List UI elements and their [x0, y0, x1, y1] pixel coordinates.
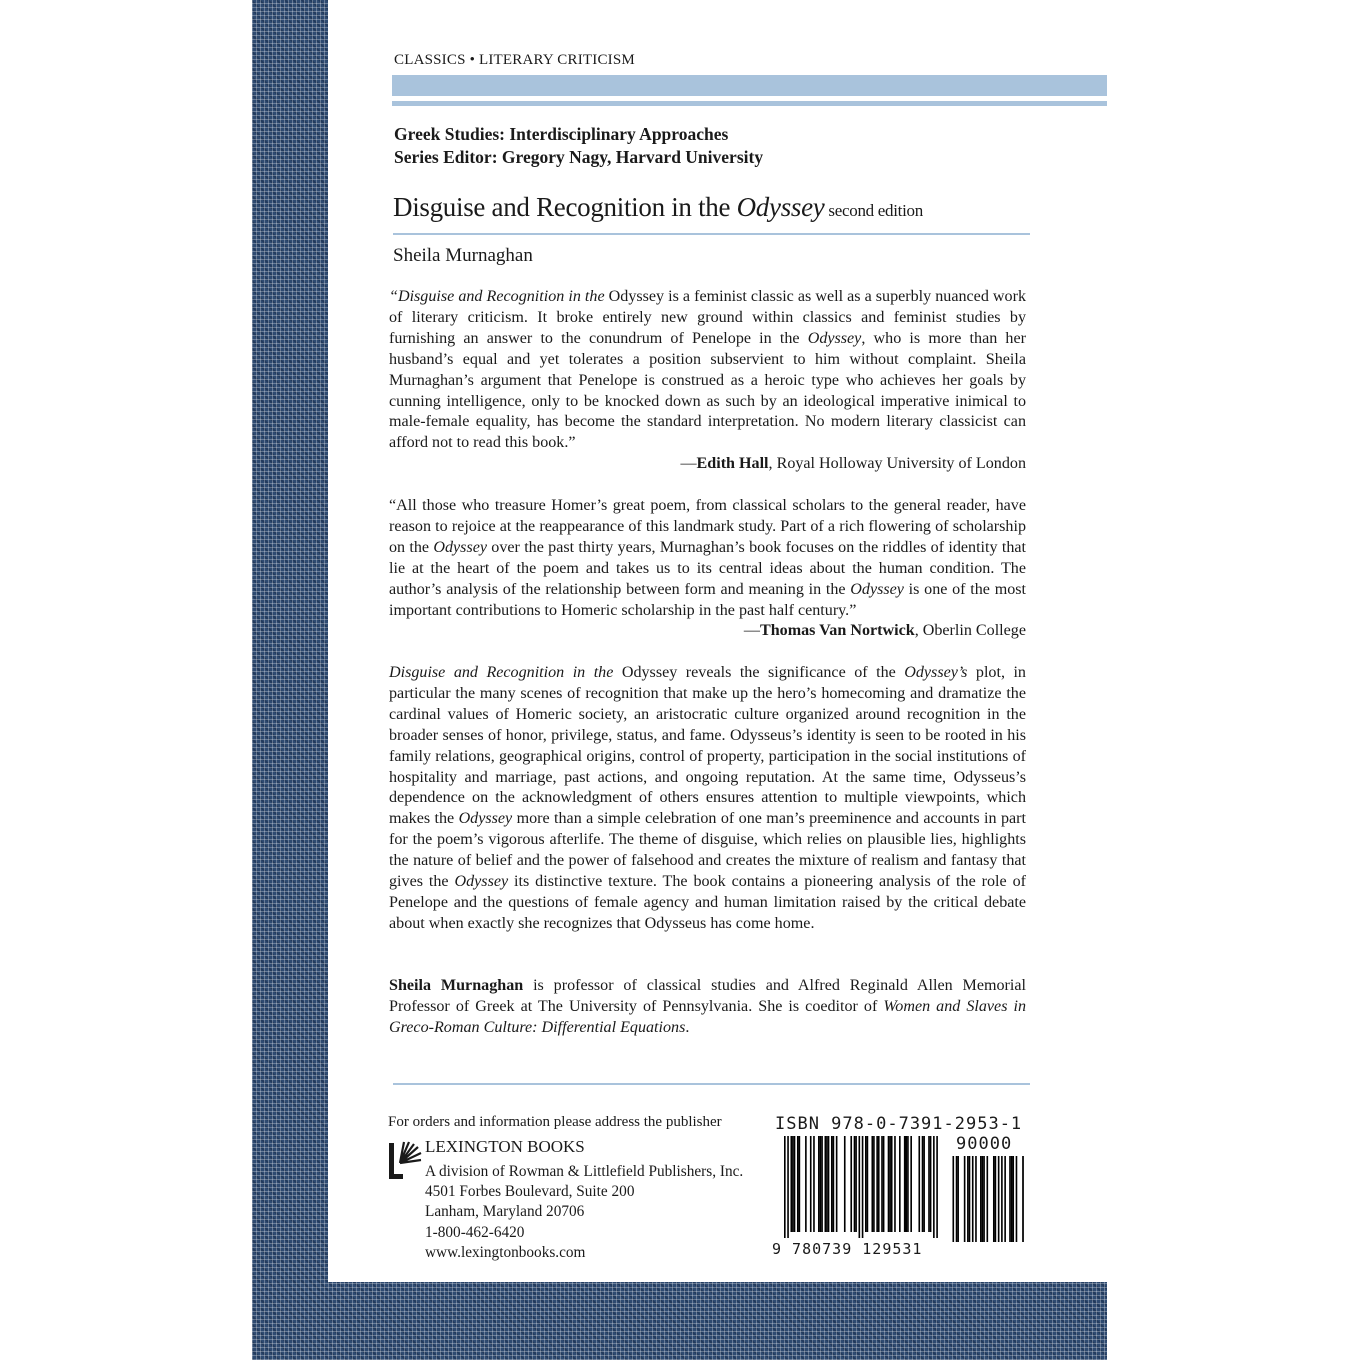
- barcode-bar: [972, 1156, 974, 1242]
- barcode-bar: [850, 1136, 852, 1232]
- bio-book-title: Women and Slaves in Greco-Roman Culture: Differential Equations: [389, 997, 1026, 1036]
- barcode-bar: [957, 1156, 959, 1242]
- barcode-bar: [910, 1136, 912, 1232]
- subject-category: CLASSICS • LITERARY CRITICISM: [394, 52, 635, 68]
- series-info: [394, 123, 763, 169]
- series-editor: Series Editor: Gregory Nagy, Harvard University: [394, 147, 764, 167]
- barcode-bar: [799, 1136, 801, 1232]
- book-title: [393, 192, 923, 223]
- barcode-bar: [995, 1156, 997, 1242]
- series-name: Greek Studies: Interdisciplinary Approaches: [394, 124, 729, 144]
- description-text: Odyssey reveals the significance of the: [613, 664, 905, 681]
- reviewer-affiliation: , Royal Holloway University of London: [768, 455, 1026, 473]
- barcode-bar: [833, 1136, 835, 1232]
- dash: —: [680, 455, 697, 473]
- barcode-bar: [904, 1136, 906, 1232]
- publisher-website: www.lexingtonbooks.com: [425, 1243, 586, 1261]
- header-band-thin: [392, 101, 1107, 106]
- publisher-street: 4501 Forbes Boulevard, Suite 200: [425, 1183, 635, 1201]
- blurb-van-nortwick: [389, 496, 1026, 642]
- barcode-bar: [969, 1156, 971, 1242]
- barcode-bar: [876, 1136, 878, 1232]
- barcode-bar: [821, 1136, 823, 1232]
- barcode-bar: [987, 1156, 989, 1242]
- barcode-bar: [1009, 1156, 1011, 1242]
- barcode-bar: [825, 1136, 827, 1232]
- barcode-bar: [930, 1136, 932, 1232]
- barcode-bar: [982, 1156, 984, 1242]
- barcode-bar: [923, 1136, 925, 1232]
- cloth-border-bottom: [252, 1282, 1107, 1360]
- barcode-bar: [933, 1136, 935, 1238]
- barcode-bar: [881, 1136, 883, 1232]
- barcode-bar: [1012, 1156, 1014, 1242]
- blurb2-text: Odyssey: [433, 538, 487, 556]
- description-text: plot, in particular the many scenes of recognition that make up the hero’s homecoming and dramatize the cardinal values of Homeric society, an aristocratic culture organized around recognition in the broader senses of honor, privilege, status, and fame. Odysseus’s identity is seen to be rooted in his family relations, geographical origins, control of property, participation in the social institutions of hospitality and marriage, past actions, and ongoing reputation. At the same time, Odysseus’s dependence on the acknowledgment of others ensures attention to multiple viewpoints, which makes the: [389, 664, 1026, 828]
- barcode-bar: [952, 1156, 954, 1242]
- title-italic: Odyssey: [736, 192, 825, 222]
- barcode-bar: [956, 1156, 958, 1242]
- barcode-bar: [936, 1136, 938, 1238]
- publisher-city: Lanham, Maryland 20706: [425, 1203, 585, 1221]
- bio-text: .: [685, 1018, 690, 1036]
- publisher-address: [425, 1162, 743, 1263]
- price-code: 90000: [956, 1134, 1013, 1154]
- blurb2-text: Odyssey: [850, 580, 904, 598]
- barcode-bar: [899, 1136, 901, 1232]
- blurb1-text: , who is more than her husband’s equal and yet tolerates a position subservient to him without complaint. Sheila Murnaghan’s argument that Penelope is construed as a heroic type who achieves her goals by cunning intelligence, only to be knocked down as such by an ideological imperative inimical to male-female equality, has become the standard interpretation. No modern literary classicist can afford not to read this book.”: [389, 329, 1026, 452]
- reviewer-affiliation: , Oberlin College: [914, 622, 1026, 640]
- description-text: Disguise and Recognition in the: [389, 664, 614, 681]
- barcode-bar: [983, 1156, 985, 1242]
- barcode-bar: [854, 1136, 856, 1232]
- blurb1-text: Odyssey is a feminist classic as well as a superbly nuanced work of literary criticism. It broke entirely new ground within classics and feminist studies by furnishing an answer to the conundrum of Penelope in the: [389, 288, 1026, 347]
- publisher-division: A division of Rowman & Littlefield Publishers, Inc.: [425, 1163, 744, 1180]
- description-text: Odyssey: [458, 810, 513, 828]
- description-text: Odyssey’s: [904, 664, 968, 681]
- book-description: [389, 663, 1026, 935]
- orders-note: For orders and information please address the publisher: [388, 1114, 722, 1130]
- barcode-bar: [998, 1156, 1000, 1242]
- blurb1-text: Odyssey: [807, 329, 862, 347]
- barcode-bar: [820, 1136, 822, 1232]
- barcode-bar: [871, 1136, 873, 1232]
- barcode-bar: [831, 1136, 833, 1232]
- barcode-bar: [975, 1156, 977, 1242]
- blurb2-text: is one of the most important contributions to Homeric scholarship in the past half century.”: [389, 580, 1026, 619]
- barcode-bar: [862, 1136, 864, 1238]
- barcode-bar: [1004, 1156, 1006, 1242]
- blurb2-text: “All those who treasure Homer’s great poem, from classical scholars to the general reader, have reason to rejoice at the reappearance of this landmark study. Part of a rich flowering of scholarship on the: [389, 497, 1026, 556]
- bio-author-name: Sheila Murnaghan: [389, 977, 524, 994]
- reviewer-name: Thomas Van Nortwick: [759, 622, 915, 640]
- barcode-bar: [873, 1136, 875, 1232]
- blurb1-attribution: [389, 454, 1026, 475]
- barcode-bar: [859, 1136, 861, 1238]
- header-band: [392, 75, 1107, 96]
- barcode-bar: [918, 1136, 920, 1232]
- barcode-bar: [891, 1136, 893, 1232]
- barcode-bar: [805, 1136, 807, 1232]
- isbn-label: ISBN 978-0-7391-2953-1: [775, 1114, 1023, 1134]
- barcode-bar: [855, 1136, 857, 1232]
- description-text: its distinctive texture. The book contains a pioneering analysis of the role of Penelope and the questions of female agency and human limitation raised by the critical debate about when exactly she recognizes that Odysseus has come home.: [389, 873, 1027, 932]
- barcode-bar: [844, 1136, 846, 1232]
- blurb-edith-hall: [389, 287, 1026, 475]
- reviewer-name: Edith Hall: [696, 455, 769, 473]
- barcode-bar: [787, 1136, 789, 1238]
- footer-divider: [393, 1083, 1030, 1085]
- barcode-bar: [797, 1136, 799, 1232]
- barcode-bar: [784, 1136, 786, 1238]
- title-divider: [393, 233, 1030, 235]
- book-author: Sheila Murnaghan: [393, 245, 533, 266]
- barcode-bar: [888, 1136, 890, 1232]
- barcode-bar: [828, 1136, 830, 1232]
- barcode-bar: [922, 1136, 924, 1232]
- barcode-bar: [878, 1136, 880, 1232]
- barcode-bar: [894, 1136, 896, 1232]
- barcode-bar: [906, 1136, 908, 1232]
- barcode-bar: [1016, 1156, 1018, 1242]
- description-text: more than a simple celebration of one man’s preeminence and accounts in part for the poem’s vigorous afterlife. The theme of disguise, which relies on plausible lies, highlights the nature of belief and the power of falsehood and creates the mixture of realism and fantasy that gives the: [389, 810, 1026, 891]
- blurb1-text: “Disguise and Recognition in the: [389, 288, 605, 305]
- dash: —: [743, 622, 760, 640]
- barcode-bar: [865, 1136, 867, 1232]
- barcode-image: [776, 1136, 1024, 1242]
- barcode-bar: [836, 1136, 838, 1232]
- barcode-bar: [889, 1136, 891, 1232]
- edition-label: second edition: [824, 201, 923, 220]
- bio-text: is professor of classical studies and Alfred Reginald Allen Memorial Professor of Greek at The University of Pennsylvania. She is coeditor of: [389, 977, 1026, 1015]
- barcode-bar: [813, 1136, 815, 1232]
- blurb2-text: over the past thirty years, Murnaghan’s book focuses on the riddles of identity that lie at the heart of the poem and takes us to its central ideas about the human condition. The author’s analysis of the relationship between form and meaning in the: [389, 538, 1026, 598]
- barcode-bar: [993, 1156, 995, 1242]
- ean-number: 9 780739 129531: [772, 1240, 923, 1258]
- barcode-bar: [792, 1136, 794, 1232]
- barcode-bar: [790, 1136, 792, 1232]
- barcode-bar: [907, 1136, 909, 1232]
- cloth-border-left: [252, 0, 328, 1360]
- barcode-bar: [1022, 1156, 1024, 1242]
- barcode-bar: [826, 1136, 828, 1232]
- barcode-bar: [867, 1136, 869, 1232]
- barcode-bar: [964, 1156, 966, 1242]
- blurb2-attribution: [744, 621, 1026, 642]
- barcode-bar: [794, 1136, 796, 1232]
- barcode-bar: [980, 1156, 982, 1242]
- barcode-bar: [1001, 1156, 1003, 1242]
- author-bio: [389, 976, 1026, 1039]
- barcode-bar: [928, 1136, 930, 1232]
- publisher-phone: 1-800-462-6420: [425, 1223, 525, 1241]
- lexington-logo-icon: [388, 1139, 422, 1181]
- barcode-bar: [883, 1136, 885, 1232]
- barcode-bar: [818, 1136, 820, 1232]
- barcode-bar: [967, 1156, 969, 1242]
- barcode-bar: [810, 1136, 812, 1232]
- publisher-name: LEXINGTON BOOKS: [425, 1137, 585, 1156]
- title-main: Disguise and Recognition in the: [393, 192, 737, 222]
- description-text: Odyssey: [454, 873, 509, 891]
- barcode-bar: [1011, 1156, 1013, 1242]
